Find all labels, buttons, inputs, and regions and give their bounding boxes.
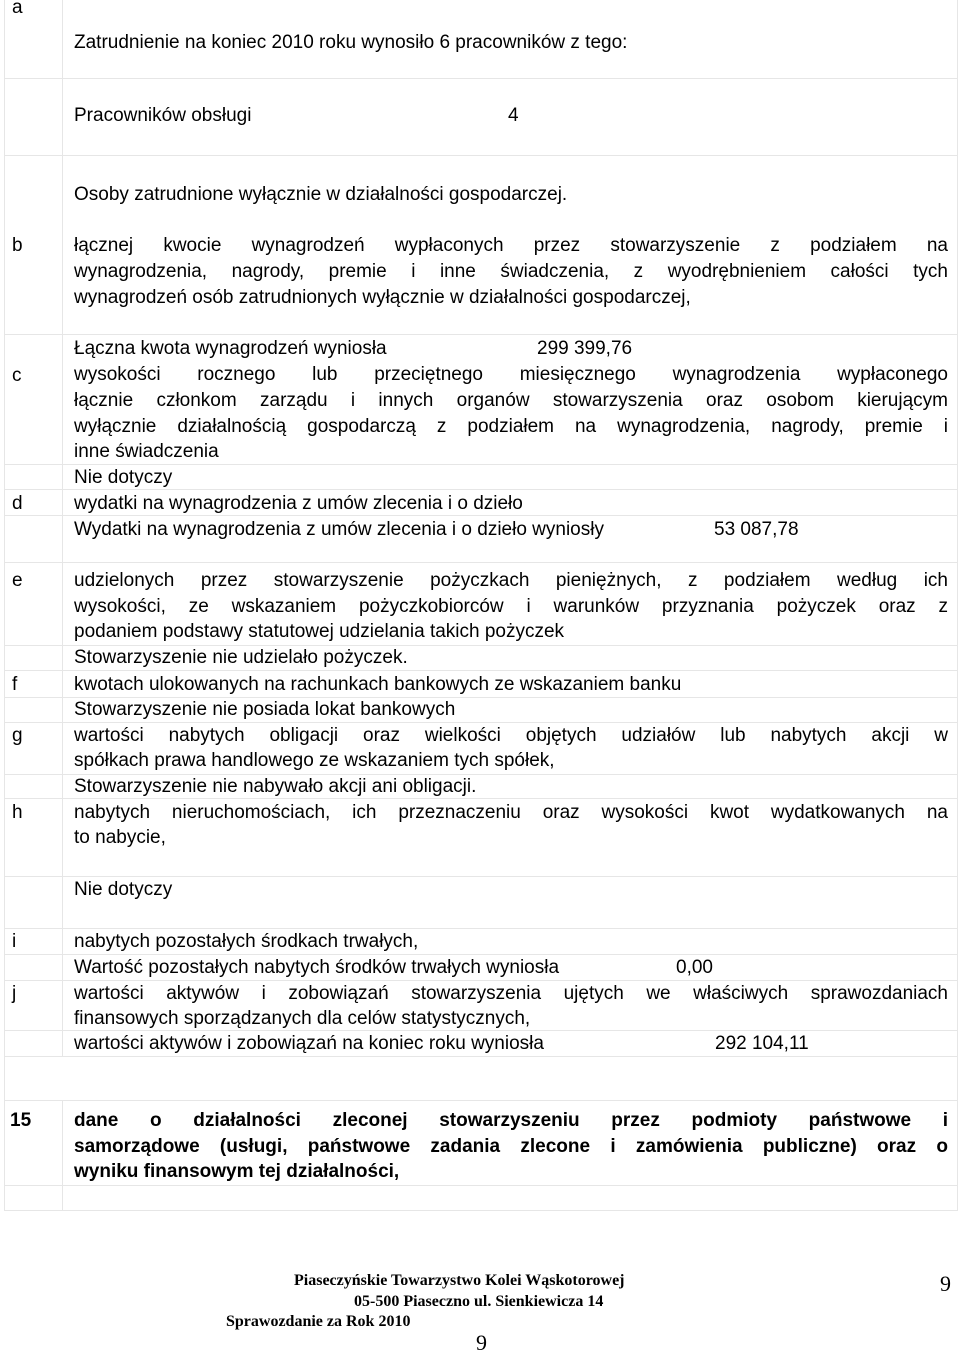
table-row-divider bbox=[4, 334, 958, 335]
commissioned-activity-line: samorządowe (usługi, państwowe zadania zlecone i zamówienia publiczne) oraz o bbox=[74, 1136, 948, 1157]
real-estate-description-line: to nabycie, bbox=[74, 827, 166, 848]
table-row-divider bbox=[4, 954, 958, 955]
bank-deposits-description: kwotach ulokowanych na rachunkach bankowych ze wskazaniem banku bbox=[74, 674, 682, 695]
assets-liabilities-description-line: wartości aktywów i zobowiązań stowarzyszenia ujętych we właściwych sprawozdaniach bbox=[74, 983, 948, 1004]
fixed-assets-value: 0,00 bbox=[676, 957, 713, 978]
contract-expenses-value: 53 087,78 bbox=[714, 519, 799, 540]
section-label-h: h bbox=[12, 802, 23, 823]
employment-summary: Zatrudnienie na koniec 2010 roku wynosiło 6 pracowników z tego: bbox=[74, 32, 628, 53]
table-row-divider bbox=[4, 928, 958, 929]
loans-description-line: podaniem podstawy statutowej udzielania takich pożyczek bbox=[74, 621, 565, 642]
board-pay-answer: Nie dotyczy bbox=[74, 467, 173, 488]
securities-description-line: wartości nabytych obligacji oraz wielkości objętych udziałów lub nabytych akcji w bbox=[74, 725, 948, 746]
table-column-divider bbox=[62, 1100, 63, 1210]
section-label-f: f bbox=[12, 674, 18, 695]
page-number-right: 9 bbox=[940, 1271, 951, 1296]
page-number-bottom: 9 bbox=[476, 1330, 487, 1355]
table-row-divider bbox=[4, 876, 958, 877]
fixed-assets-label: Wartość pozostałych nabytych środków trwałych wyniosła bbox=[74, 957, 560, 978]
commissioned-activity-line: wyniku finansowym tej działalności, bbox=[74, 1161, 400, 1182]
salary-description-line: łącznej kwocie wynagrodzeń wypłaconych przez stowarzyszenie z podziałem na bbox=[74, 235, 948, 256]
service-staff-value: 4 bbox=[508, 105, 519, 126]
table-right-border bbox=[957, 0, 958, 1210]
board-pay-description-line: wysokości rocznego lub przeciętnego miesięcznego wynagrodzenia wypłaconego bbox=[74, 364, 948, 385]
footer-org-name: Piaseczyńskie Towarzystwo Kolei Wąskotorowej bbox=[294, 1272, 625, 1289]
real-estate-answer: Nie dotyczy bbox=[74, 879, 173, 900]
commissioned-activity-line: dane o działalności zleconej stowarzyszeniu przez podmioty państwowe i bbox=[74, 1110, 948, 1131]
service-staff-label: Pracowników obsługi bbox=[74, 105, 252, 126]
footer-report-title: Sprawozdanie za Rok 2010 bbox=[226, 1313, 411, 1330]
section-label-15: 15 bbox=[10, 1110, 32, 1131]
section-label-a: a bbox=[12, 0, 23, 18]
loans-description-line: udzielonych przez stowarzyszenie pożyczkach pieniężnych, z podziałem według ich bbox=[74, 570, 948, 591]
footer-address: 05-500 Piaseczno ul. Sienkiewicza 14 bbox=[354, 1293, 604, 1310]
assets-liabilities-label: wartości aktywów i zobowiązań na koniec roku wyniosła bbox=[74, 1033, 544, 1054]
salary-description-line: wynagrodzenia, nagrody, premie i inne świadczenia, z wyodrębnieniem całości tych bbox=[74, 261, 948, 282]
section-label-j: j bbox=[12, 983, 17, 1004]
table-row-divider bbox=[4, 1185, 958, 1186]
assets-liabilities-value: 292 104,11 bbox=[715, 1033, 809, 1054]
table-row-divider bbox=[4, 1056, 958, 1057]
section-label-c: c bbox=[12, 365, 22, 386]
bank-deposits-answer: Stowarzyszenie nie posiada lokat bankowych bbox=[74, 699, 456, 720]
total-salary-value: 299 399,76 bbox=[537, 338, 633, 359]
table-row-divider bbox=[4, 562, 958, 563]
section-label-b: b bbox=[12, 235, 23, 256]
table-left-border bbox=[4, 0, 5, 1210]
total-salary-label: Łączna kwota wynagrodzeń wyniosła bbox=[74, 338, 387, 359]
salary-description-line: wynagrodzeń osób zatrudnionych wyłącznie w działalności gospodarczej, bbox=[74, 287, 691, 308]
real-estate-description-line: nabytych nieruchomościach, ich przeznaczeniu oraz wysokości kwot wydatkowanych na bbox=[74, 802, 948, 823]
fixed-assets-description: nabytych pozostałych środkach trwałych, bbox=[74, 931, 419, 952]
table-row-divider bbox=[4, 670, 958, 671]
table-row-divider bbox=[4, 464, 958, 465]
table-column-divider bbox=[62, 0, 63, 1056]
securities-answer: Stowarzyszenie nie nabywało akcji ani obligacji. bbox=[74, 776, 477, 797]
section-label-d: d bbox=[12, 493, 23, 514]
section-label-i: i bbox=[12, 931, 17, 952]
table-row-divider bbox=[4, 78, 958, 79]
loans-answer: Stowarzyszenie nie udzielało pożyczek. bbox=[74, 647, 408, 668]
table-row-divider bbox=[4, 155, 958, 156]
loans-description-line: wysokości, ze wskazaniem pożyczkobiorców i warunków przyznania pożyczek oraz z bbox=[74, 596, 948, 617]
contract-expenses-label: Wydatki na wynagrodzenia z umów zlecenia i o dzieło wyniosły bbox=[74, 519, 604, 540]
board-pay-description-line: łącznie członkom zarządu i innych organów stowarzyszenia oraz osobom kierującym bbox=[74, 390, 948, 411]
assets-liabilities-description-line: finansowych sporządzanych dla celów statystycznych, bbox=[74, 1008, 531, 1029]
table-row-divider bbox=[4, 1210, 958, 1211]
board-pay-description-line: wyłącznie działalnością gospodarczą z podziałem na wynagrodzenia, nagrody, premie i bbox=[74, 416, 948, 437]
section-label-g: g bbox=[12, 725, 23, 746]
business-staff-note: Osoby zatrudnione wyłącznie w działalności gospodarczej. bbox=[74, 184, 568, 205]
securities-description-line: spółkach prawa handlowego ze wskazaniem tych spółek, bbox=[74, 750, 555, 771]
contract-expenses-description: wydatki na wynagrodzenia z umów zlecenia i o dzieło bbox=[74, 493, 523, 514]
table-row-divider bbox=[4, 1100, 958, 1101]
board-pay-description-line: inne świadczenia bbox=[74, 441, 219, 462]
section-label-e: e bbox=[12, 570, 23, 591]
